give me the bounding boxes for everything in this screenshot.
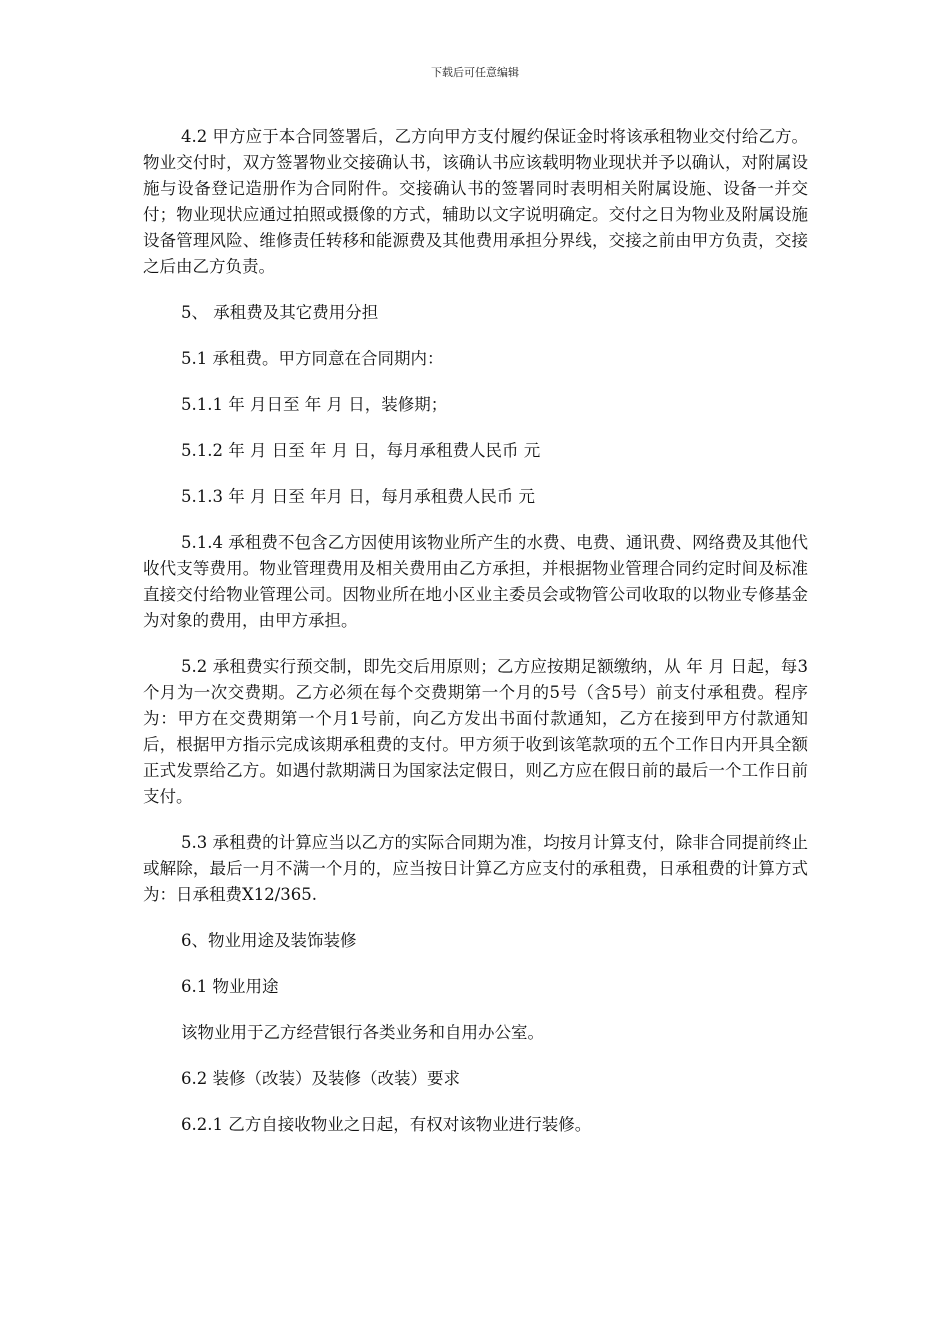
clause-6-1-text: 该物业用于乙方经营银行各类业务和自用办公室。 [181, 1023, 544, 1042]
clause-6-1: 6.1 物业用途 [181, 977, 279, 996]
document-body [143, 124, 808, 1158]
clause-5-2: 5.2 承租费实行预交制，即先交后用原则；乙方应按期足额缴纳，从 年 月 日起，每3个月为一次交费期。乙方必须在每个交费期第一个月的5号（含5号）前支付承租费。程序为：甲方在交费期第一个月1号前，向乙方发出书面付款通知，乙方在接到甲方付款通知后，根据甲方指示完成该期承租费的支付。甲方须于收到该笔款项的五个工作日内开具全额正式发票给乙方。如遇付款期满日为国家法定假日，则乙方应在假日前的最后一个工作日前支付。 [143, 657, 808, 806]
clause-4-2: 4.2 甲方应于本合同签署后，乙方向甲方支付履约保证金时将该承租物业交付给乙方。物业交付时，双方签署物业交接确认书，该确认书应该载明物业现状并予以确认，对附属设施与设备登记造册作为合同附件。交接确认书的签署同时表明相关附属设施、设备一并交付；物业现状应通过拍照或摄像的方式，辅助以文字说明确定。交付之日为物业及附属设施设备管理风险、维修责任转移和能源费及其他费用承担分界线，交接之前由甲方负责，交接之后由乙方负责。 [143, 127, 808, 276]
clause-6-2-1: 6.2.1 乙方自接收物业之日起，有权对该物业进行装修。 [181, 1115, 592, 1134]
section-5-heading: 5、 承租费及其它费用分担 [181, 303, 379, 322]
clause-5-1-2: 5.1.2 年 月 日至 年 月 日，每月承租费人民币 元 [181, 441, 541, 460]
clause-5-1-3: 5.1.3 年 月 日至 年月 日，每月承租费人民币 元 [181, 487, 535, 506]
page-header: 下载后可任意编辑 [431, 66, 519, 79]
section-6-heading: 6、物业用途及装饰装修 [181, 931, 357, 950]
clause-6-2: 6.2 装修（改装）及装修（改装）要求 [181, 1069, 460, 1088]
clause-5-1-1: 5.1.1 年 月日至 年 月 日，装修期； [181, 395, 448, 414]
clause-5-1: 5.1 承租费。甲方同意在合同期内： [181, 349, 444, 368]
clause-5-3: 5.3 承租费的计算应当以乙方的实际合同期为准，均按月计算支付，除非合同提前终止或解除，最后一月不满一个月的，应当按日计算乙方应支付的承租费，日承租费的计算方式为：日承租费X12/365. [143, 833, 808, 904]
clause-5-1-4: 5.1.4 承租费不包含乙方因使用该物业所产生的水费、电费、通讯费、网络费及其他代收代支等费用。物业管理费用及相关费用由乙方承担，并根据物业管理合同约定时间及标准直接交付给物业管理公司。因物业所在地小区业主委员会或物管公司收取的以物业专修基金为对象的费用，由甲方承担。 [143, 533, 808, 630]
